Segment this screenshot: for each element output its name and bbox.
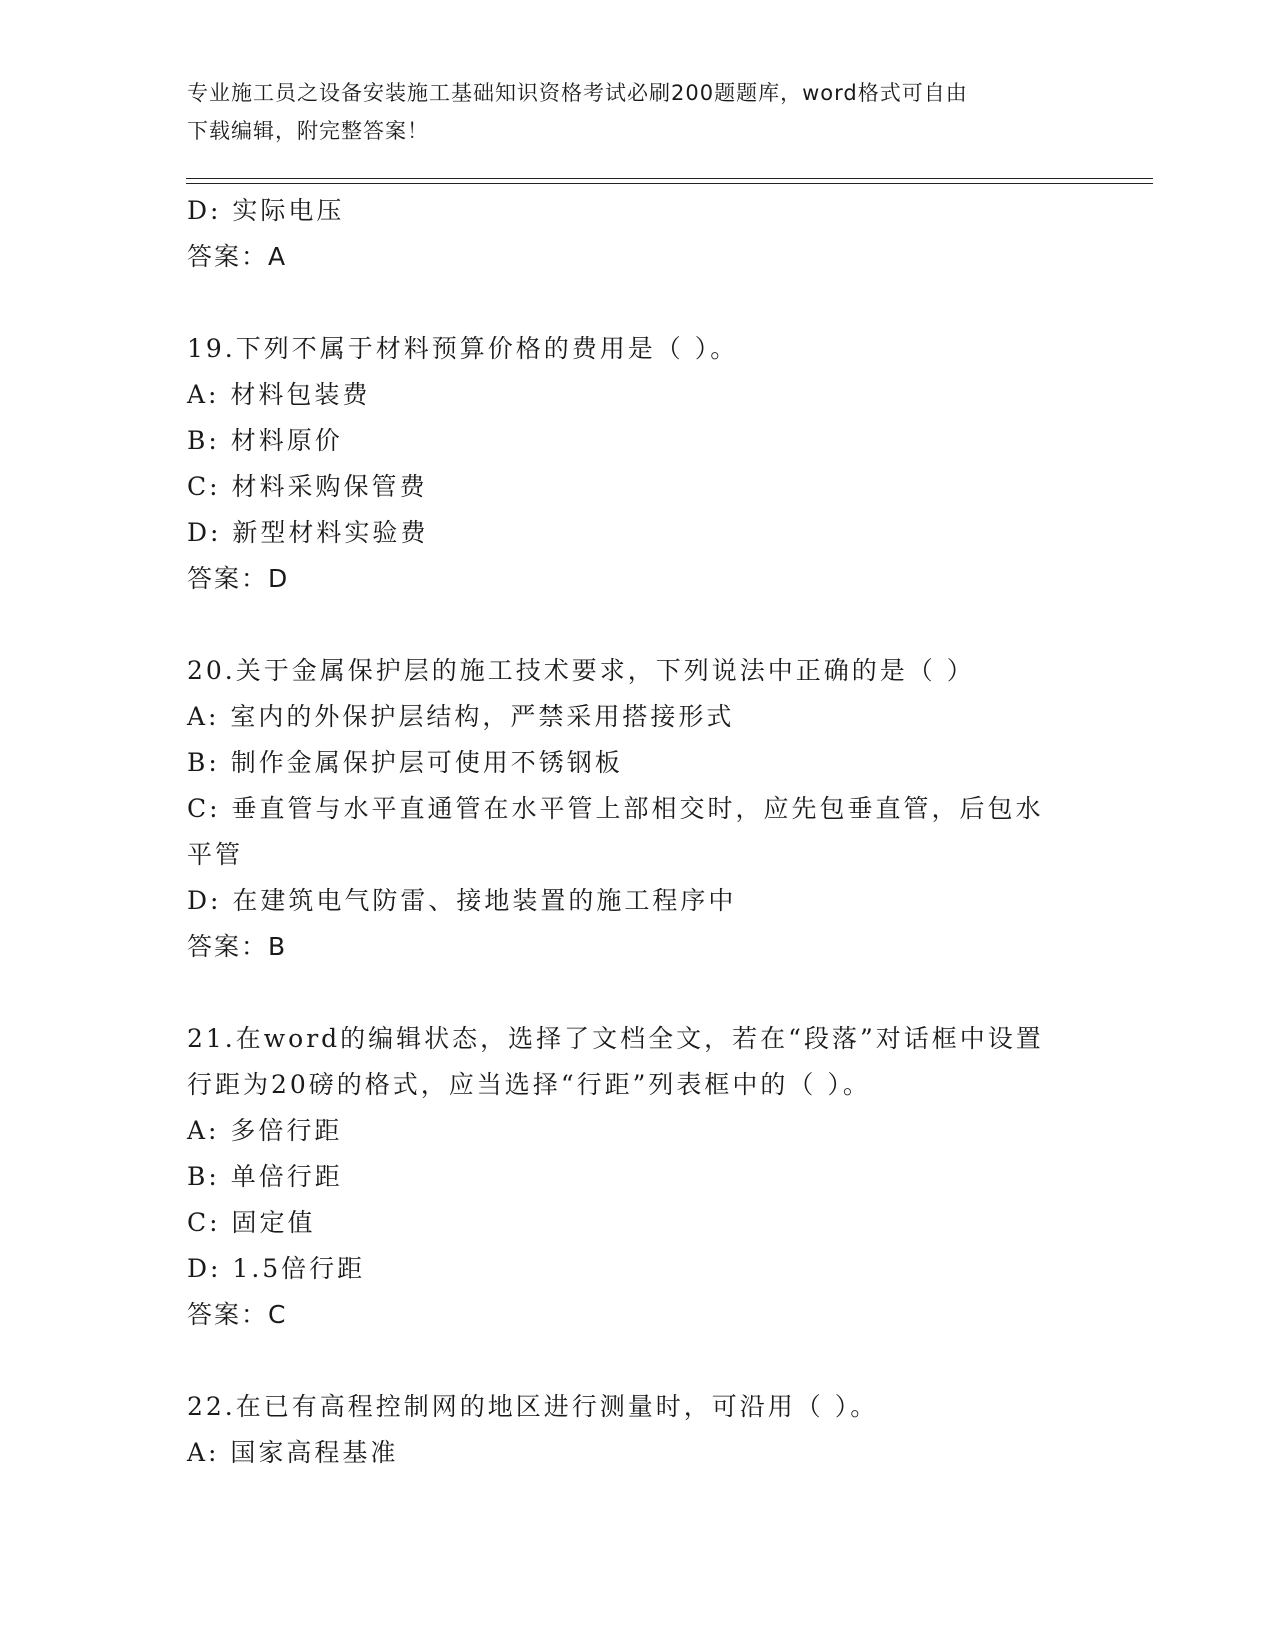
option-a: A: 多倍行距 <box>187 1116 343 1145</box>
option-d: D: 实际电压 <box>187 196 345 225</box>
question-block-19 <box>187 326 1087 602</box>
option-a: A: 室内的外保护层结构，严禁采用搭接形式 <box>187 702 735 731</box>
question-stem: 22.在已有高程控制网的地区进行测量时，可沿用（ ）。 <box>187 1392 879 1421</box>
answer-label: 答案：D <box>187 564 290 593</box>
header-title-line-1: 专业施工员之设备安装施工基础知识资格考试必刷200题题库，word格式可自由 <box>187 81 968 105</box>
answer-label: 答案：C <box>187 1300 288 1329</box>
option-d: D: 在建筑电气防雷、接地装置的施工程序中 <box>187 886 737 915</box>
header-divider-bottom <box>186 183 1153 184</box>
question-stem: 20.关于金属保护层的施工技术要求，下列说法中正确的是（ ） <box>187 656 975 685</box>
block-spacer <box>187 280 1087 326</box>
document-header <box>187 74 1087 150</box>
question-stem: 19.下列不属于材料预算价格的费用是（ ）。 <box>187 334 739 363</box>
option-c: C: 固定值 <box>187 1208 316 1237</box>
option-b: B: 单倍行距 <box>187 1162 343 1191</box>
answer-label: 答案：A <box>187 242 288 271</box>
answer-label: 答案：B <box>187 932 288 961</box>
question-stem: 21.在word的编辑状态，选择了文档全文，若在“段落”对话框中设置行距为20磅的格式，应当选择“行距”列表框中的（ ）。 <box>187 1024 1044 1099</box>
block-spacer <box>187 1338 1087 1384</box>
block-spacer <box>187 970 1087 1016</box>
option-a: A: 材料包装费 <box>187 380 371 409</box>
option-b: B: 材料原价 <box>187 426 343 455</box>
question-block-22 <box>187 1384 1087 1476</box>
header-divider-top <box>186 178 1153 179</box>
block-spacer <box>187 602 1087 648</box>
option-a: A: 国家高程基准 <box>187 1438 399 1467</box>
option-c: C: 垂直管与水平直通管在水平管上部相交时，应先包垂直管，后包水平管 <box>187 794 1044 869</box>
question-block-20 <box>187 648 1087 970</box>
option-c: C: 材料采购保管费 <box>187 472 428 501</box>
question-list <box>187 188 1087 1476</box>
header-title-line-2: 下载编辑，附完整答案！ <box>187 119 429 143</box>
question-block-18 <box>187 188 1087 280</box>
option-d: D: 1.5倍行距 <box>187 1254 366 1283</box>
question-block-21 <box>187 1016 1087 1338</box>
option-b: B: 制作金属保护层可使用不锈钢板 <box>187 748 623 777</box>
option-d: D: 新型材料实验费 <box>187 518 429 547</box>
